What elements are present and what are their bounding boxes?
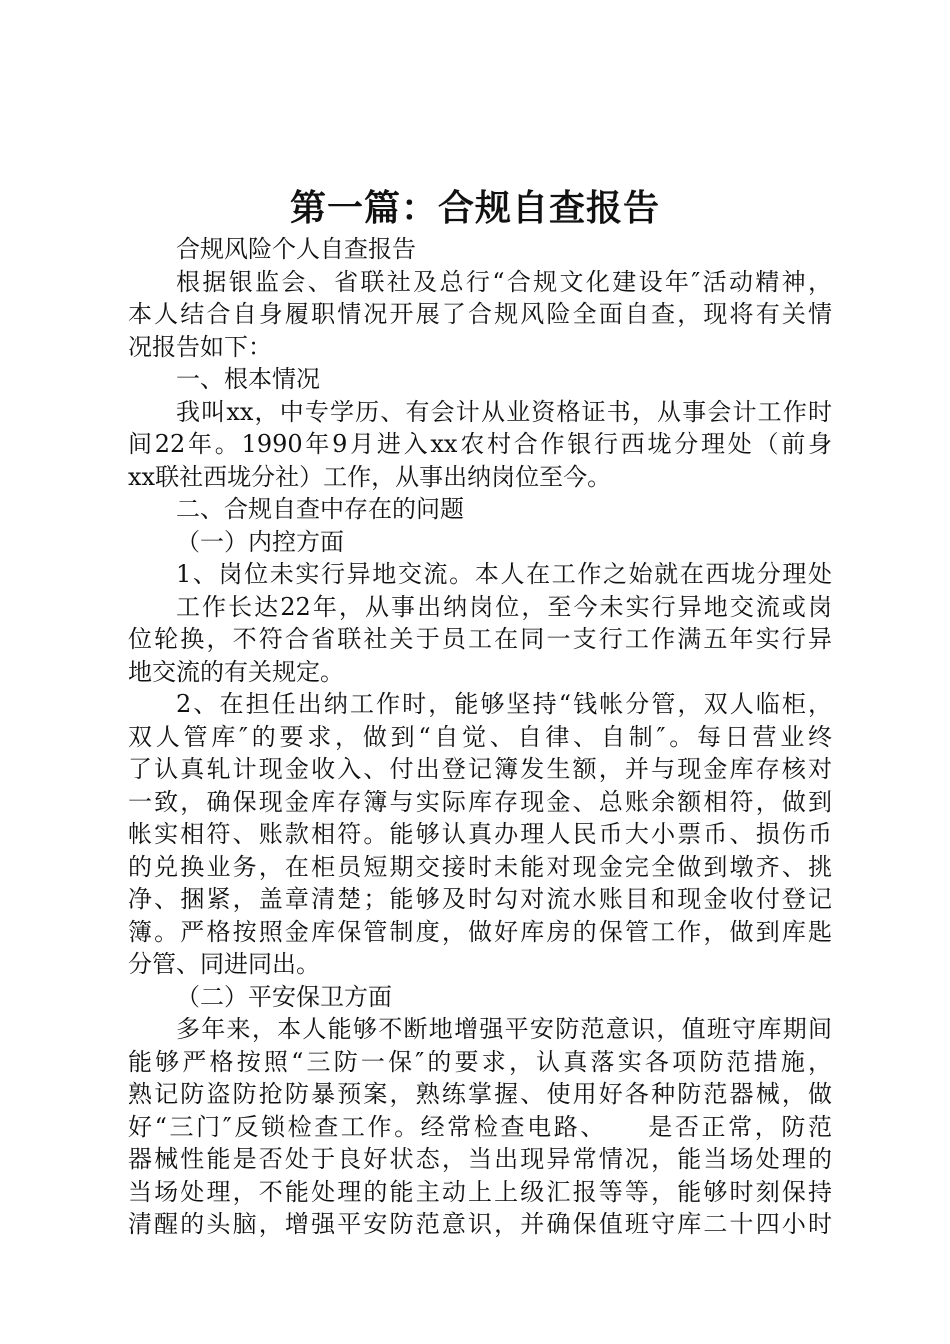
section-heading: 二、合规自查中存在的问题: [176, 495, 464, 523]
paragraph-line: 一致，确保现金库存簿与实际库存现金、总账余额相符，做到: [128, 787, 832, 816]
paragraph-line: 位轮换，不符合省联社关于员工在同一支行工作满五年实行异: [128, 625, 832, 653]
subsection-heading: （一）内控方面: [176, 527, 344, 556]
document-title: 第一篇：合规自查报告: [289, 188, 660, 229]
paragraph-line: 熟记防盗防抢防暴预案，熟练掌握、使用好各种防范器械，做: [128, 1080, 832, 1108]
paragraph-line: 2、在担任出纳工作时，能够坚持“钱帐分管，双人临柜，: [176, 690, 832, 718]
paragraph-line: 净、捆紧，盖章清楚；能够及时勾对流水账目和现金收付登记: [128, 885, 832, 913]
paragraph-line: 了认真轧计现金收入、付出登记簿发生额，并与现金库存核对: [128, 755, 832, 783]
section-heading: 一、根本情况: [176, 365, 320, 393]
subsection-heading: （二）平安保卫方面: [176, 982, 392, 1011]
paragraph-line: 根据银监会、省联社及总行“合规文化建设年″活动精神，: [176, 267, 832, 296]
paragraph-line: 好“三门″反锁检查工作。经常检查电路、 是否正常，防范: [128, 1112, 832, 1141]
paragraph-line: 我叫xx，中专学历、有会计从业资格证书，从事会计工作时: [176, 397, 832, 426]
paragraph-line: 1、岗位未实行异地交流。本人在工作之始就在西垅分理处: [176, 560, 832, 588]
paragraph-line: 器械性能是否处于良好状态，当出现异常情况，能当场处理的: [128, 1145, 832, 1173]
paragraph-line: 分管、同进同出。: [128, 950, 320, 978]
paragraph-line: 双人管库″的要求，做到“自觉、自律、自制″。每日营业终: [128, 722, 832, 751]
paragraph-line: 本人结合自身履职情况开展了合规风险全面自查，现将有关情: [128, 300, 832, 328]
document-body: [128, 233, 832, 1241]
paragraph-line: 簿。严格按照金库保管制度，做好库房的保管工作，做到库匙: [128, 917, 832, 946]
paragraph-line: 地交流的有关规定。: [128, 657, 344, 686]
paragraph-line: 况报告如下：: [128, 332, 272, 361]
paragraph-line: xx联社西垅分社）工作，从事出纳岗位至今。: [128, 462, 612, 491]
paragraph-line: 工作长达22年，从事出纳岗位，至今未实行异地交流或岗: [176, 592, 832, 621]
paragraph-line: 多年来，本人能够不断地增强平安防范意识，值班守库期间: [176, 1015, 832, 1043]
paragraph-line: 能够严格按照“三防一保″的要求，认真落实各项防范措施，: [128, 1047, 832, 1076]
paragraph-line: 清醒的头脑，增强平安防范意识，并确保值班守库二十四小时: [128, 1210, 832, 1238]
paragraph-line: 帐实相符、账款相符。能够认真办理人民币大小票币、损伤币: [128, 820, 832, 848]
paragraph-line: 间22年。1990年9月进入xx农村合作银行西垅分理处（前身: [128, 430, 832, 458]
paragraph-line: 的兑换业务，在柜员短期交接时未能对现金完全做到墩齐、挑: [128, 852, 832, 881]
subtitle-line: 合规风险个人自查报告: [176, 235, 416, 263]
paragraph-line: 当场处理，不能处理的能主动上上级汇报等等，能够时刻保持: [128, 1177, 832, 1206]
